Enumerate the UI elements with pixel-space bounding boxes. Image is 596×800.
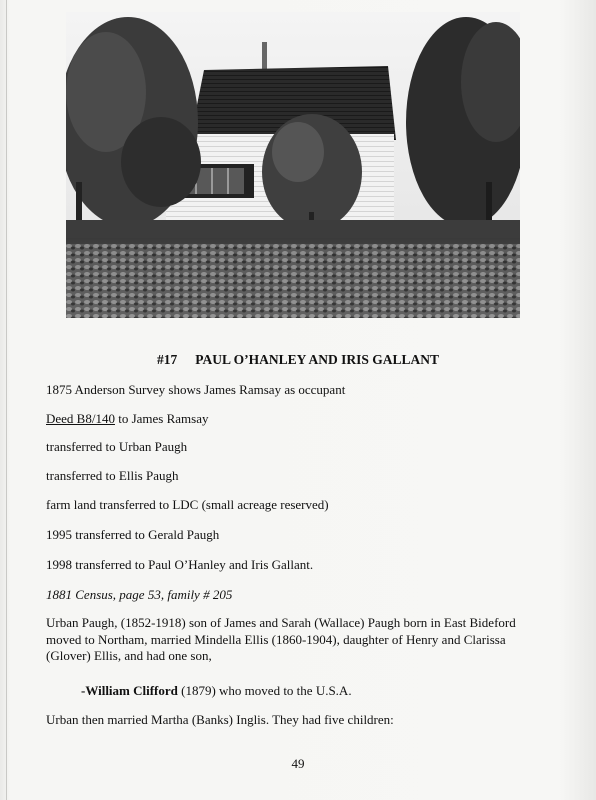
section-title: PAUL O’HANLEY AND IRIS GALLANT [195,352,440,367]
transfer-line-gerald: 1995 transferred to Gerald Paugh [46,527,220,542]
transfer-line-paul: 1998 transferred to Paul O’Hanley and Iris Gallant. [46,557,314,572]
child-detail: (1879) who moved to the U.S.A. [177,683,352,698]
deed-recipient: to James Ramsay [114,411,209,426]
house-photograph [66,12,520,318]
deed-reference: Deed B8/140 [46,411,115,426]
child-name: -William Clifford [81,683,178,698]
closing-line: Urban then married Martha (Banks) Inglis. They had five children: [46,712,394,727]
survey-line: 1875 Anderson Survey shows James Ramsay as occupant [46,382,346,397]
child-entry [81,683,352,699]
page-binding-edge [6,0,7,800]
transfer-line-ellis: transferred to Ellis Paugh [46,468,179,483]
house-photo-image [66,12,520,318]
census-reference: 1881 Census, page 53, family # 205 [46,587,233,602]
deed-line [46,411,208,427]
transfer-line-ldc: farm land transferred to LDC (small acreage reserved) [46,497,329,512]
page-number: 49 [291,756,305,771]
section-number: #17 [156,352,178,367]
section-heading [0,352,596,368]
transfer-line-urban: transferred to Urban Paugh [46,439,188,454]
biography-paragraph: Urban Paugh, (1852-1918) son of James and Sarah (Wallace) Paugh born in East Bideford moved to Northam, married Mindella Ellis (1860-1904), daughter of Henry and Clarissa (Glover) Ellis, and had one son, [46,615,516,663]
